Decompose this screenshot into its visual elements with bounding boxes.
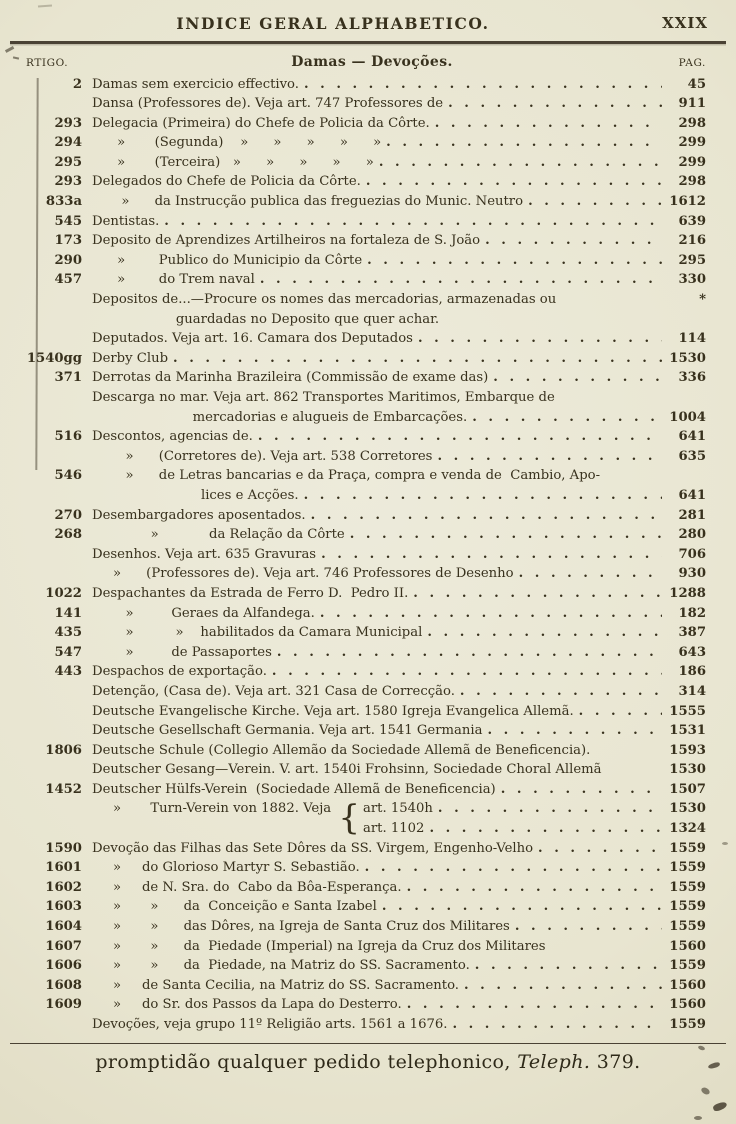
- page-number: 45: [687, 76, 706, 92]
- index-row: [26, 976, 706, 996]
- index-row: [26, 917, 706, 937]
- article-number: 1590: [45, 840, 82, 856]
- article-number: 1602: [45, 879, 82, 895]
- dot-leader: [413, 329, 662, 349]
- index-row: [26, 545, 706, 565]
- dot-leader: [362, 251, 662, 271]
- article-number: 293: [54, 174, 82, 190]
- index-entries: [0, 73, 736, 1035]
- page-number: 1593: [669, 742, 706, 758]
- index-row: [26, 662, 706, 682]
- page-header: [28, 12, 708, 38]
- article-number: 290: [54, 252, 82, 268]
- entry-text: Derby Club: [92, 350, 169, 366]
- index-row: [26, 506, 706, 526]
- article-number: 1452: [45, 781, 82, 797]
- page-number: 1507: [669, 781, 706, 797]
- index-row: [26, 525, 706, 545]
- index-row: [26, 702, 706, 722]
- dot-leader: [381, 133, 662, 153]
- article-number: 173: [54, 233, 82, 249]
- entry-text: » » das Dôres, na Igreja de Santa Cruz dos Militares: [92, 919, 510, 935]
- entry-text: Depositos de...—Procure os nomes das mercadorias, armazenadas ou: [92, 292, 557, 308]
- index-row: [26, 1015, 706, 1035]
- section-range-title: Damas — Devoções.: [291, 53, 453, 70]
- dot-leader: [402, 878, 662, 898]
- entry-text: Detenção, (Casa de). Veja art. 321 Casa de Correcção.: [92, 683, 455, 699]
- dot-leader: [488, 368, 662, 388]
- dot-leader: [482, 721, 662, 741]
- page-number: 635: [678, 448, 706, 464]
- page-number: 1559: [669, 840, 706, 856]
- index-row: [26, 995, 706, 1015]
- entry-text: Damas sem exercicio effectivo.: [92, 76, 299, 92]
- index-row: [26, 310, 706, 330]
- dot-leader: [408, 584, 662, 604]
- entry-text: art. 1102: [363, 821, 425, 837]
- page-number: 1560: [669, 977, 706, 993]
- index-row: [26, 604, 706, 624]
- page-number: 706: [678, 546, 706, 562]
- footer-rule: [10, 1043, 726, 1045]
- article-number: 1604: [45, 919, 82, 935]
- scan-artifact: [694, 1116, 702, 1120]
- dot-leader: [447, 1015, 662, 1035]
- index-row: [26, 114, 706, 134]
- page-number: 314: [678, 683, 706, 699]
- footer-text-italic: Teleph.: [517, 1051, 591, 1074]
- entry-text: Dansa (Professores de). Veja art. 747 Professores de: [92, 96, 444, 112]
- article-number: 443: [54, 664, 82, 680]
- dot-leader: [272, 643, 662, 663]
- index-row: [26, 270, 706, 290]
- entry-text: » » da Conceição e Santa Izabel: [92, 899, 377, 915]
- dot-leader: [514, 564, 662, 584]
- dot-leader: [255, 270, 662, 290]
- page-number: 641: [678, 487, 706, 503]
- article-number: 1606: [45, 958, 82, 974]
- dot-leader: [433, 799, 662, 819]
- index-row: [26, 94, 706, 114]
- page-number: 1559: [669, 958, 706, 974]
- article-number: 1540gg: [26, 350, 82, 366]
- page-number: 1324: [669, 821, 706, 837]
- index-row: [26, 231, 706, 251]
- article-number: 1601: [45, 860, 82, 876]
- entry-text: Deutsche Schule (Collegio Allemão da Sociedade Allemã de Beneficencia).: [92, 742, 591, 758]
- entry-text: Devoção das Filhas das Sete Dôres da SS. Virgem, Engenho-Velho: [92, 840, 534, 856]
- entry-text: » de Letras bancarias e da Praça, compra e venda de Cambio, Apo-: [92, 468, 601, 484]
- entry-text: » » da Piedade, na Matriz do SS. Sacramento.: [92, 958, 470, 974]
- dot-leader: [361, 172, 662, 192]
- article-number: 2: [72, 76, 82, 92]
- entry-text: » de Santa Cecilia, na Matriz do SS. Sacramento.: [92, 977, 459, 993]
- dot-leader: [455, 682, 662, 702]
- dot-leader: [168, 349, 662, 369]
- page-number: 1559: [669, 1017, 706, 1032]
- entry-text: art. 1540h: [363, 801, 433, 817]
- entry-text: » » da Piedade (Imperial) na Igreja da Cruz dos Militares: [92, 938, 546, 954]
- entry-text: Derrotas da Marinha Brazileira (Commissão de exame das): [92, 370, 489, 386]
- entry-text: Delegacia (Primeira) do Chefe de Policia da Côrte.: [92, 115, 430, 131]
- column-pag: PAG.: [678, 56, 706, 69]
- page-number: 281: [678, 507, 706, 523]
- entry-text: Deposito de Aprendizes Artilheiros na fortaleza de S. João: [92, 233, 481, 249]
- article-number: 141: [54, 605, 82, 621]
- column-header: [0, 44, 736, 73]
- index-row: [26, 721, 706, 741]
- page-number: 1560: [669, 938, 706, 954]
- entry-text: » Turn-Verein von 1882. Veja: [92, 801, 336, 817]
- index-row: [26, 408, 706, 428]
- page-number: 336: [678, 370, 706, 386]
- page-number: 1559: [669, 879, 706, 895]
- dot-leader: [432, 447, 662, 467]
- index-subrow: [363, 799, 706, 819]
- index-row: [26, 172, 706, 192]
- scan-artifact: [38, 5, 52, 8]
- entry-text: lices e Acções.: [92, 487, 299, 503]
- page-number: 1530: [669, 801, 706, 817]
- index-row: [26, 466, 706, 486]
- index-row: [26, 486, 706, 506]
- article-number: 546: [54, 468, 82, 484]
- article-number: 516: [54, 429, 82, 445]
- article-number: 1609: [45, 997, 82, 1013]
- entry-text: guardadas no Deposito que quer achar.: [92, 311, 440, 327]
- index-row: [26, 427, 706, 447]
- article-number: 371: [54, 370, 82, 386]
- entry-text: Deutsche Evangelische Kirche. Veja art. 1580 Igreja Evangelica Allemã.: [92, 703, 574, 719]
- entry-text: Descarga no mar. Veja art. 862 Transportes Maritimos, Embarque de: [92, 390, 555, 405]
- dot-leader: [267, 662, 662, 682]
- entry-text: » da Instrucção publica das freguezias do Munic. Neutro: [92, 194, 524, 210]
- dot-leader: [345, 525, 662, 545]
- page-number: 387: [678, 625, 706, 641]
- dot-leader: [443, 94, 662, 114]
- index-row: [26, 937, 706, 957]
- index-row: [26, 741, 706, 761]
- index-row: [26, 878, 706, 898]
- index-row: [26, 388, 706, 408]
- roman-page-number: XXIX: [662, 14, 708, 32]
- index-row: [26, 623, 706, 643]
- dot-leader: [422, 623, 662, 643]
- page-number: 1288: [669, 585, 706, 601]
- index-row-brace: [26, 799, 706, 838]
- article-number: 293: [54, 115, 82, 131]
- article-number: 1022: [45, 585, 82, 601]
- index-row: [26, 780, 706, 800]
- dot-leader: [377, 897, 662, 917]
- entry-text: » de Passaportes: [92, 644, 272, 660]
- entry-text: Devoções, veja grupo 11º Religião arts. 1561 a 1676.: [92, 1017, 448, 1032]
- index-row: [26, 956, 706, 976]
- index-row: [26, 192, 706, 212]
- dot-leader: [496, 780, 662, 800]
- index-row: [26, 447, 706, 467]
- page-number: 911: [678, 96, 706, 112]
- page-number: 1555: [669, 703, 706, 719]
- column-artigo: RTIGO.: [26, 56, 69, 69]
- dot-leader: [315, 604, 662, 624]
- entry-text: » Publico do Municipio da Côrte: [92, 252, 363, 268]
- dot-leader: [459, 976, 662, 996]
- page-number: 1559: [669, 899, 706, 915]
- scan-artifact: [712, 1101, 728, 1113]
- article-number: 457: [54, 272, 82, 288]
- brace-glyph: {: [338, 798, 361, 839]
- index-row: [26, 760, 706, 780]
- dot-leader: [299, 486, 662, 506]
- article-number: 833a: [45, 194, 82, 210]
- page-number: 641: [678, 429, 706, 445]
- article-number: 547: [54, 644, 82, 660]
- article-number: 294: [54, 135, 82, 151]
- page-number: 1004: [669, 409, 706, 425]
- index-row: [26, 897, 706, 917]
- page-number: 643: [678, 644, 706, 660]
- scan-artifact: [700, 1086, 711, 1096]
- page-title: INDICE GERAL ALPHABETICO.: [176, 14, 490, 33]
- page-number: 114: [678, 331, 706, 347]
- dot-leader: [159, 212, 662, 232]
- entry-text: » (Terceira) » » » » »: [92, 154, 374, 170]
- dot-leader: [316, 545, 662, 565]
- index-row: [26, 858, 706, 878]
- article-number: 268: [54, 527, 82, 543]
- dot-leader: [470, 956, 662, 976]
- index-row: [26, 133, 706, 153]
- page-number: 1531: [669, 723, 706, 739]
- dot-leader: [424, 819, 662, 839]
- entry-text: Delegados do Chefe de Policia da Côrte.: [92, 174, 361, 190]
- index-row: [26, 75, 706, 95]
- page-number: 1559: [669, 919, 706, 935]
- entry-text: Deputados. Veja art. 16. Camara dos Deputados: [92, 331, 413, 347]
- page-number: 1612: [669, 194, 706, 210]
- index-row: [26, 329, 706, 349]
- article-number: 1608: [45, 977, 82, 993]
- entry-text: Deutscher Gesang—Verein. V. art. 1540i Frohsinn, Sociedade Choral Allemã: [92, 762, 602, 778]
- article-number: 435: [54, 625, 82, 641]
- dot-leader: [574, 702, 662, 722]
- page-number: *: [699, 292, 706, 308]
- dot-leader: [430, 114, 662, 134]
- page-number: 1560: [669, 997, 706, 1013]
- dot-leader: [374, 153, 662, 173]
- dot-leader: [467, 408, 662, 428]
- index-row: [26, 212, 706, 232]
- page-number: 299: [678, 154, 706, 170]
- article-number: 270: [54, 507, 82, 523]
- index-row: [26, 368, 706, 388]
- article-number: 1607: [45, 938, 82, 954]
- index-row: [26, 584, 706, 604]
- page-number: 930: [678, 566, 706, 582]
- index-row: [26, 349, 706, 369]
- entry-text: Deutsche Gesellschaft Germania. Veja art. 1541 Germania: [92, 723, 483, 739]
- dot-leader: [253, 427, 662, 447]
- entry-text: Despachos de exportação.: [92, 664, 267, 680]
- index-row: [26, 251, 706, 271]
- page-number: 216: [678, 233, 706, 249]
- page-number: 298: [678, 115, 706, 131]
- entry-text: Descontos, agencias de.: [92, 429, 253, 445]
- entry-text: » (Corretores de). Veja art. 538 Corretores: [92, 448, 433, 464]
- dot-leader: [402, 995, 662, 1015]
- page-number: 186: [678, 664, 706, 680]
- article-number: 545: [54, 213, 82, 229]
- article-number: 295: [54, 154, 82, 170]
- index-subrow: [363, 819, 706, 839]
- article-number: 1603: [45, 899, 82, 915]
- page-number: 298: [678, 174, 706, 190]
- page-number: 639: [678, 213, 706, 229]
- index-row: [26, 153, 706, 173]
- page-number: 280: [678, 527, 706, 543]
- entry-text: Desembargadores aposentados.: [92, 507, 306, 523]
- footer-line: [0, 1051, 736, 1073]
- entry-text: Deutscher Hülfs-Verein (Sociedade Allemã de Beneficencia): [92, 781, 496, 797]
- entry-text: » do Glorioso Martyr S. Sebastião.: [92, 860, 360, 876]
- entry-text: » Geraes da Alfandega.: [92, 605, 315, 621]
- dot-leader: [306, 506, 662, 526]
- index-row: [26, 290, 706, 310]
- footer-text: promptidão qualquer pedido telephonico,: [95, 1051, 518, 1074]
- entry-text: » (Segunda) » » » » »: [92, 135, 382, 151]
- entry-text: » » habilitados da Camara Municipal: [92, 625, 423, 641]
- entry-text: Desenhos. Veja art. 635 Gravuras: [92, 546, 317, 562]
- dot-leader: [480, 231, 662, 251]
- entry-text: » da Relação da Côrte: [92, 527, 345, 543]
- dot-leader: [510, 917, 662, 937]
- entry-text: » (Professores de). Veja art. 746 Professores de Desenho: [92, 566, 514, 582]
- footer-text-after: 379.: [590, 1051, 641, 1074]
- index-row: [26, 839, 706, 859]
- entry-text: » do Sr. dos Passos da Lapa do Desterro.: [92, 997, 402, 1013]
- index-row: [26, 682, 706, 702]
- page-number: 182: [678, 605, 706, 621]
- dot-leader: [299, 75, 662, 95]
- index-row: [26, 564, 706, 584]
- page-number: 1530: [669, 350, 706, 366]
- page-number: 1559: [669, 860, 706, 876]
- entry-text: » do Trem naval: [92, 272, 255, 288]
- dot-leader: [360, 858, 662, 878]
- entry-text: mercadorias e alugueis de Embarcações.: [92, 409, 468, 425]
- dot-leader: [523, 192, 662, 212]
- dot-leader: [533, 839, 662, 859]
- page-number: 295: [678, 252, 706, 268]
- page-number: 299: [678, 135, 706, 151]
- page-number: 330: [678, 272, 706, 288]
- brace-lines: [363, 799, 706, 838]
- index-row: [26, 643, 706, 663]
- entry-text: Dentistas.: [92, 213, 160, 229]
- article-number: 1806: [45, 742, 82, 758]
- page-number: 1530: [669, 762, 706, 778]
- entry-text: Despachantes da Estrada de Ferro D. Pedro II.: [92, 585, 409, 601]
- entry-text: » de N. Sra. do Cabo da Bôa-Esperança.: [92, 879, 402, 895]
